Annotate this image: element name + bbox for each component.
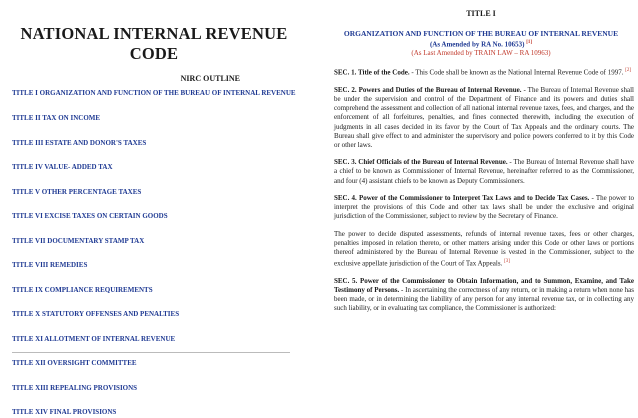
section-body: - The power to interpret the provisions of this Code and other tax laws shall be under the exclusive and original jurisdiction of the Commissioner, subject to review by the Secretary of Finance. <box>334 193 634 221</box>
section-body: - The Bureau of Internal Revenue shall be under the supervision and control of the Department of Finance and its powers and duties shall comprehend the assessment and collection of all national internal revenue taxes, fees, and charges, and the enforcement of all forfeitures, penalties, and fines connected therewith, including the execution of judgments in all cases decided in its favor by the Court of Tax Appeals and the ordinary courts. The Bureau shall give effect to and administer the supervisory and police powers conferred to it by this Code or other laws. <box>334 85 634 150</box>
toc-link[interactable]: TITLE VI EXCISE TAXES ON CERTAIN GOODS <box>12 212 168 220</box>
footnote-ref[interactable]: [1] <box>526 40 533 45</box>
section-2 <box>334 86 634 150</box>
toc-link[interactable]: TITLE VIII REMEDIES <box>12 261 88 269</box>
table-of-contents <box>0 89 302 417</box>
toc-link[interactable]: TITLE XII OVERSIGHT COMMITTEE <box>12 359 137 367</box>
toc-link[interactable]: TITLE XI ALLOTMENT OF INTERNAL REVENUE <box>12 334 176 343</box>
toc-link[interactable]: TITLE VII DOCUMENTARY STAMP TAX <box>12 236 145 245</box>
toc-link[interactable]: TITLE III ESTATE AND DONOR'S TAXES <box>12 138 147 147</box>
document-title: NATIONAL INTERNAL REVENUE CODE <box>20 24 288 63</box>
section-3 <box>334 158 634 186</box>
section-body: - This Code shall be known as the National Internal Revenue Code of 1997. <box>409 68 624 77</box>
toc-link[interactable]: TITLE XIV FINAL PROVISIONS <box>12 408 117 416</box>
toc-link[interactable]: TITLE II TAX ON INCOME <box>12 114 101 122</box>
toc-link[interactable]: TITLE X STATUTORY OFFENSES AND PENALTIES <box>12 310 180 318</box>
section-body: - The Bureau of Internal Revenue shall have a chief to be known as Commissioner of Internal Revenue, hereinafter referred to as the Commissioner, and four (4) assistant chiefs to be known as Deputy Commissioners. <box>334 158 634 185</box>
section-4-continued <box>334 230 634 269</box>
section-5 <box>334 277 634 314</box>
toc-link[interactable]: TITLE I ORGANIZATION AND FUNCTION OF THE BUREAU OF INTERNAL REVENUE <box>12 89 296 97</box>
section-heading: SEC. 2. Powers and Duties of the Bureau of Internal Revenue. <box>334 85 522 94</box>
toc-link[interactable]: TITLE IV VALUE- ADDED TAX <box>12 163 113 171</box>
section-heading: SEC. 4. Power of the Commissioner to Interpret Tax Laws and to Decide Tax Cases. <box>334 193 590 202</box>
outline-label: NIRC OUTLINE <box>180 74 240 83</box>
title-heading: TITLE I <box>466 9 496 18</box>
toc-link[interactable]: TITLE V OTHER PERCENTAGE TAXES <box>12 187 142 196</box>
section-body: The power to decide disputed assessments, refunds of internal revenue taxes, fees or other charges, penalties imposed in relation thereto, or other matters arising under this Code or other laws or portions thereof administered by the Bureau of Internal Revenue is vested in the Commissioner, subject to the exclusive appellate jurisdiction of the Court of Tax Appeals. <box>334 229 634 268</box>
title-subject: ORGANIZATION AND FUNCTION OF THE BUREAU OF INTERNAL REVENUE <box>343 29 619 38</box>
toc-link[interactable]: TITLE IX COMPLIANCE REQUIREMENTS <box>12 285 153 294</box>
last-amendment-note: (As Last Amended by TRAIN LAW – RA 10963) <box>411 49 551 58</box>
section-heading: SEC. 1. Title of the Code. <box>334 68 410 77</box>
left-page <box>0 0 310 418</box>
right-page <box>328 0 634 418</box>
section-1 <box>334 66 634 78</box>
amendment-note <box>328 38 634 49</box>
divider <box>12 352 290 353</box>
section-body: - In ascertaining the correctness of any return, or in making a return when none has been made, or in determining the liability of any person for any internal revenue tax, or in collecting any such liability, or in evaluating tax compliance, the Commissioner is authorized: <box>334 285 634 313</box>
section-heading: SEC. 3. Chief Officials of the Bureau of Internal Revenue. <box>334 158 508 167</box>
section-4 <box>334 194 634 222</box>
section-heading: SEC. 5. Power of the Commissioner to Obtain Information, and to Summon, Examine, and Take Testimony of Persons. <box>334 276 634 294</box>
amendment-text: (As Amended by RA No. 10653) <box>429 40 525 49</box>
toc-link[interactable]: TITLE XIII REPEALING PROVISIONS <box>12 383 138 392</box>
footnote-ref[interactable]: [2] <box>625 68 632 74</box>
footnote-ref[interactable]: [3] <box>504 259 510 265</box>
